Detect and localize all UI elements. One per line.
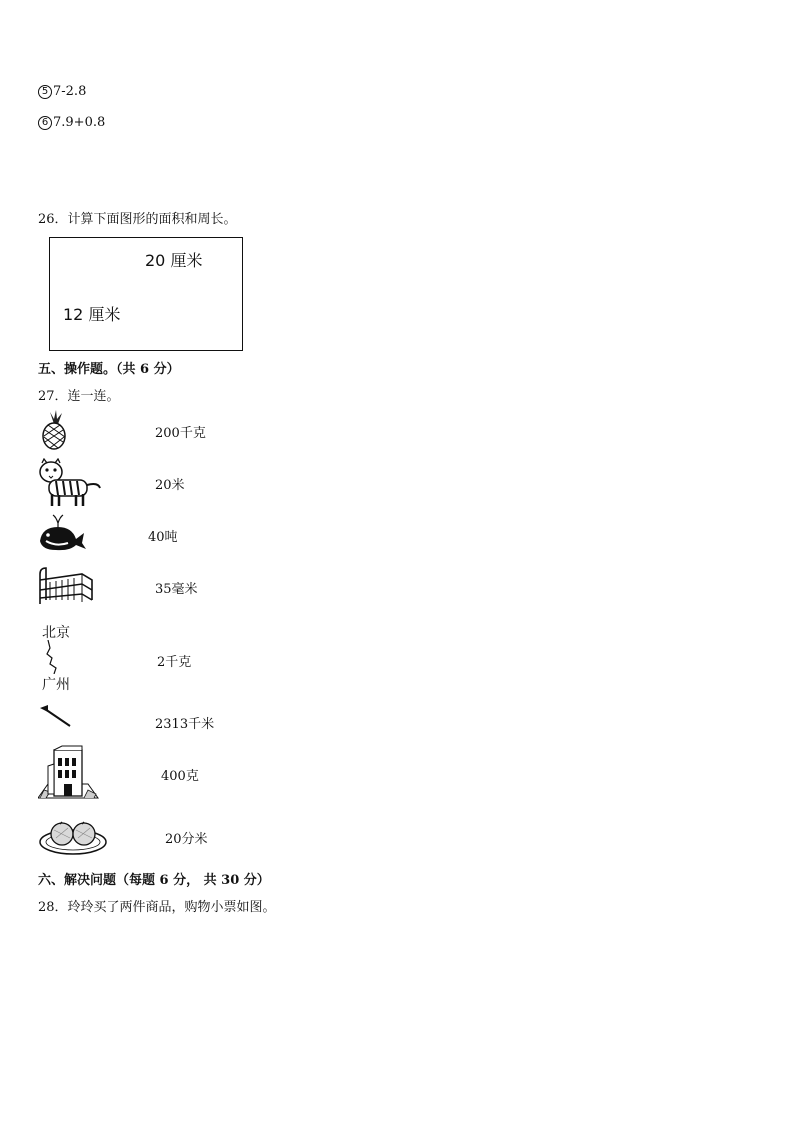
value-8: 20分米 xyxy=(165,832,208,847)
item-5-number: 5 xyxy=(38,85,52,99)
value-2: 20米 xyxy=(155,478,185,493)
item-5-expression: 7-2.8 xyxy=(53,84,87,99)
question-26: 26．计算下面图形的面积和周长。 xyxy=(38,212,237,227)
item-6 xyxy=(38,115,105,130)
value-1: 200千克 xyxy=(155,426,206,441)
value-5: 2千克 xyxy=(157,655,192,670)
beijing-label: 北京 xyxy=(42,625,70,641)
nail-icon xyxy=(38,704,74,730)
building-icon xyxy=(38,744,100,800)
rectangle-figure xyxy=(49,237,243,351)
pineapple-icon xyxy=(36,410,72,450)
value-6: 2313千米 xyxy=(155,717,215,732)
item-6-number: 6 xyxy=(38,116,52,130)
route-line-icon xyxy=(44,640,68,674)
rectangle-width-label: 12 厘米 xyxy=(63,305,121,324)
section-5-title: 五、操作题。（共 6 分） xyxy=(38,362,180,377)
item-5 xyxy=(38,84,86,99)
item-6-expression: 7.9+0.8 xyxy=(53,115,106,130)
question-28: 28．玲玲买了两件商品，购物小票如图。 xyxy=(38,900,276,915)
whale-icon xyxy=(36,513,88,553)
value-7: 400克 xyxy=(161,769,199,784)
value-4: 35毫米 xyxy=(155,582,198,597)
tiger-icon xyxy=(36,458,102,508)
value-3: 40吨 xyxy=(148,530,178,545)
section-6-title: 六、解决问题（每题 6 分， 共 30 分） xyxy=(38,873,270,888)
guangzhou-label: 广州 xyxy=(42,677,70,693)
rectangle-length-label: 20 厘米 xyxy=(145,251,203,270)
bed-icon xyxy=(36,560,94,608)
beijing-guangzhou-map-icon xyxy=(38,622,82,692)
oranges-plate-icon xyxy=(38,814,108,856)
question-27: 27．连一连。 xyxy=(38,389,120,404)
